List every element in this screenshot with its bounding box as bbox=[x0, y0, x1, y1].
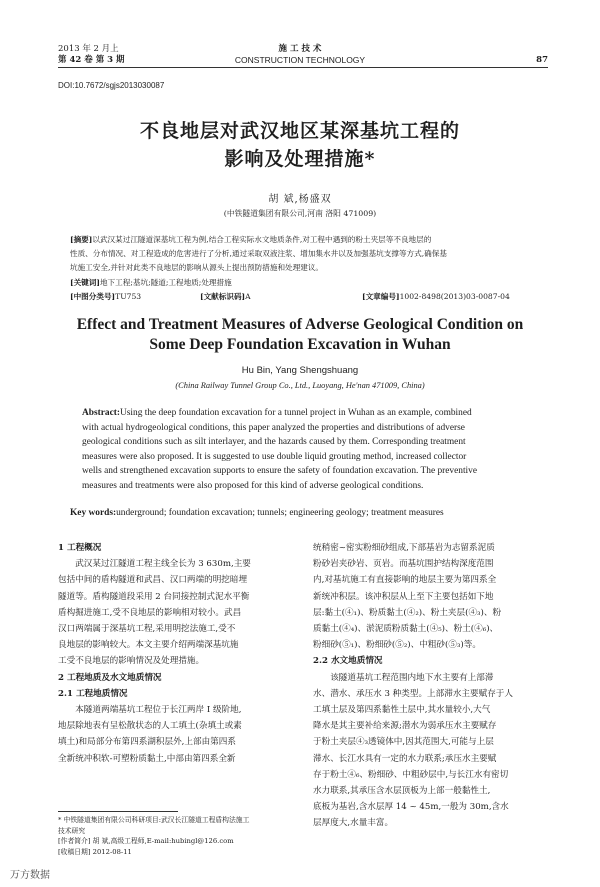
doi: DOI:10.7672/sgjs2013030087 bbox=[58, 81, 165, 90]
volume-issue: 第 42 卷 第 3 期 bbox=[58, 55, 125, 65]
abstract-cn: [摘要]以武汉某过江隧道深基坑工程为例,结合工程实际水文地质条件,对工程中遇到的粉土夹层等不良地层的 性质、分布情况、对工程造成的危害进行了分析,通过采取双液注浆、增加集水井以及加强基坑支撑等方式,确保基 坑施工安全,并针对此类不良地层的影响从源头上提出预防措施和处理建议。 [关键词]地下工程;基坑;隧道;工程地质;处理措施 [中图分类号]TU753 [文献标识码]A [文章编号]1002-8498(2013)03-0087-04 bbox=[70, 233, 540, 304]
header-rule bbox=[58, 67, 548, 68]
abstract-cn-label: [摘要] bbox=[70, 235, 93, 244]
title-en-line1: Effect and Treatment Measures of Adverse Geological Condition on bbox=[76, 316, 524, 333]
fund-note: * 中铁隧道集团有限公司科研项目:武汉长江隧道工程盾构法施工 bbox=[58, 816, 250, 824]
affiliation-cn: (中铁隧道集团有限公司,河南 洛阳 471009) bbox=[223, 209, 377, 218]
affiliation-en: (China Railway Tunnel Group Co., Ltd., Luoyang, He'nan 471009, China) bbox=[175, 381, 425, 390]
abstract-en-label: Abstract: bbox=[82, 408, 121, 418]
classification-row: [中图分类号]TU753 [文献标识码]A [文章编号]1002-8498(2013)03-0087-04 bbox=[70, 291, 510, 301]
journal-title-en: CONSTRUCTION TECHNOLOGY bbox=[234, 55, 366, 65]
watermark: 万方数据 bbox=[10, 870, 50, 881]
section-2-2-heading: 2.2 水文地质情况 bbox=[313, 656, 383, 667]
section-2-heading: 2 工程地质及水文地质情况 bbox=[58, 672, 162, 683]
author-info: [作者简介] 胡 斌,高级工程师,E-mail:hubingl@126.com bbox=[58, 837, 234, 845]
section-2-1-heading: 2.1 工程地质情况 bbox=[58, 688, 128, 699]
journal-title-cn: 施 工 技 术 bbox=[278, 44, 322, 54]
abstract-en: Abstract:Using the deep foundation excavation for a tunnel project in Wuhan as an example, combined with actual hydrogeological conditions, this paper analyzed the properties and distributions of adverse geological conditions such as silt interlayer, and the hazards caused by them. Corresponding treatment measures were also proposed. It is suggested to use double liquid grouting method, increased collector wells and strengthened excavation supports to ensure the safety of foundation excavation. The preventive measures and treatments were also proposed for this kind of adverse geological conditions. bbox=[82, 408, 478, 491]
footnote: * 中铁隧道集团有限公司科研项目:武汉长江隧道工程盾构法施工 技术研究 [作者简介] 胡 斌,高级工程师,E-mail:hubingl@126.com [收稿日期] 2012-08-11 bbox=[58, 815, 308, 857]
title-en-line2: Some Deep Foundation Excavation in Wuhan bbox=[149, 336, 451, 353]
footnote-rule bbox=[58, 811, 178, 812]
keywords-cn-label: [关键词] bbox=[70, 277, 100, 287]
section-1-heading: 1 工程概况 bbox=[58, 543, 102, 553]
title-cn-line2: 影响及处理措施* bbox=[224, 148, 376, 170]
page-number: 87 bbox=[536, 55, 548, 65]
title-cn-line1: 不良地层对武汉地区某深基坑工程的 bbox=[139, 120, 460, 142]
authors-cn: 胡 斌,杨盛双 bbox=[268, 194, 332, 205]
received-date: [收稿日期] 2012-08-11 bbox=[58, 847, 132, 856]
authors-en: Hu Bin, Yang Shengshuang bbox=[241, 365, 359, 376]
right-column: 统稍密~密实粉细砂组成,下部基岩为志留系泥质 粉砂岩夹砂岩、页岩。而基坑围护结构深度范围 内,对基坑施工有直接影响的地层主要为第四系全 新统冲积层。该冲积层从上至下主要包括如下地 层:黏土(④₁)、粉质黏土(④₂)、粉土夹层(④₃)、粉 质黏土(④₄)、淤泥质粉质黏土(④₅)、粉土(④₆)、 粉细砂(⑤₁)、粉细砂(⑤₂)、中粗砂(⑤₃)等。 2.2 水文地质情况 该隧道基坑工程范围内地下水主要有上部滞 水、潜水、承压水 3 种类型。上部滞水主要赋存于人 工填土层及第四系黏性土层中,其水量较小,大气 降水是其主要补给来源;潜水为弱承压水主要赋存 于粉土夹层④₃透镜体中,因其范围大,可能与上层 滞水、长江水具有一定的水力联系;承压水主要赋 存于粉土④₆、粉细砂、中粗砂层中,与长江水有密切 水力联系,其承压含水层顶板为上部一般黏性土, 底板为基岩,含水层厚 14 ~ 45m,一般为 30m,含水 层厚度大,水量丰富。 bbox=[313, 540, 549, 832]
keywords-en: Key words:underground; foundation excavation; tunnels; engineering geology; treatment measures bbox=[70, 508, 444, 518]
keywords-en-label: Key words: bbox=[70, 508, 117, 518]
keywords-cn: 地下工程;基坑;隧道;工程地质;处理措施 bbox=[99, 277, 232, 287]
issue-date: 2013 年 2 月上 bbox=[58, 44, 119, 54]
left-column: 1 工程概况 武汉某过江隧道工程主线全长为 3 630m,主要 包括中间的盾构隧道和武昌、汉口两端的明挖暗埋 隧道等。盾构隧道段采用 2 台同接控制式泥水平衡 盾构掘进施工,受不良地层的影响相对较小。武昌 汉口两端属于深基坑工程,采用明挖法施工,受不 良地层的影响较大。本文主要介绍两端深基坑施 工受不良地层的影响情况及处理措施。 2 工程地质及水文地质情况 2.1 工程地质情况 本隧道两端基坑工程位于长江两岸 I 级阶地, 地层除地表有呈松散状态的人工填土(杂填土或素 填土)和局部分布第四系湖积层外,上部由第四系 全新统冲积软-可塑粉质黏土,中部由第四系全新 bbox=[58, 540, 298, 767]
